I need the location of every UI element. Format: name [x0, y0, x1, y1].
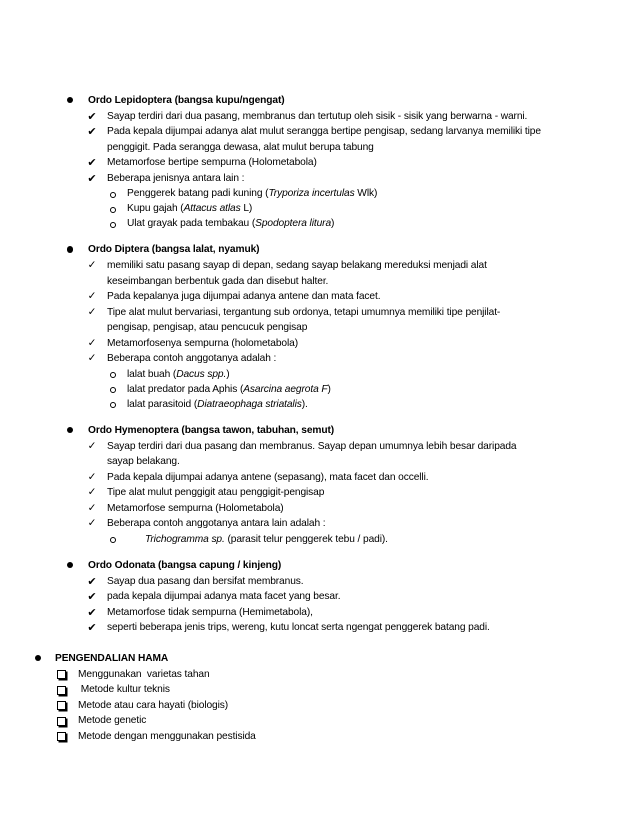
item-text-continuation: sayap belakang. [107, 456, 180, 467]
check-icon [86, 501, 98, 517]
checklist-item [0, 336, 638, 352]
check-icon [86, 439, 98, 455]
scientific-name: Tryporiza incertulas [268, 188, 355, 199]
scientific-name: Dacus spp. [176, 368, 227, 380]
item-text: Metode genetic [78, 715, 147, 726]
example-text-suffix: L) [240, 203, 253, 214]
example-text-suffix: ) [226, 368, 230, 380]
checklist-item [0, 501, 638, 517]
item-text: seperti beberapa jenis trips, wereng, kutu loncat serta ngengat penggerek batang padi. [107, 622, 490, 633]
example-item [0, 201, 638, 216]
item-text: memiliki satu pasang sayap di depan, sedang sayap belakang mereduksi menjadi alat [107, 260, 487, 271]
control-method-item [0, 698, 638, 714]
control-method-item [0, 667, 638, 683]
item-text: Tipe alat mulut penggigit atau penggigit-pengisap [107, 487, 325, 498]
example-item [0, 397, 638, 412]
checkbox-icon [57, 686, 66, 695]
bullet-icon [67, 427, 74, 434]
checklist-item [0, 155, 638, 171]
section-title: Ordo Lepidoptera (bangsa kupu/ngengat) [88, 94, 285, 106]
heavy-check-icon [86, 574, 98, 590]
circle-bullet-icon [110, 402, 116, 408]
heavy-check-icon [86, 605, 98, 621]
heavy-check-icon [86, 620, 98, 636]
section-title-row [0, 92, 638, 109]
example-text-suffix: ) [327, 383, 331, 395]
item-text: Metamorfose sempurna (Holometabola) [107, 502, 284, 514]
scientific-name: Diatraeophaga striatalis [197, 398, 302, 410]
checklist-item [0, 171, 638, 187]
item-text: pada kepala dijumpai adanya mata facet yang besar. [107, 591, 341, 602]
example-text-suffix: ). [301, 398, 308, 410]
example-item [0, 382, 638, 397]
checklist-item [0, 124, 638, 155]
item-text-continuation: pengisap, pengisap, atau pencucuk pengisap [107, 322, 308, 333]
circle-bullet-icon [110, 222, 116, 228]
checkbox-icon [57, 732, 66, 741]
item-text: Metamorfose tidak sempurna (Hemimetabola), [107, 606, 313, 618]
heavy-check-icon [86, 155, 98, 171]
item-text: Sayap terdiri dari dua pasang dan membranus. Sayap depan umumnya lebih besar daripada [107, 440, 517, 452]
item-text: Pada kepalanya juga dijumpai adanya antene dan mata facet. [107, 291, 381, 302]
checkbox-icon [57, 701, 66, 710]
item-text: Pada kepala dijumpai adanya antene (sepasang), mata facet dan occelli. [107, 471, 429, 483]
circle-bullet-icon [110, 207, 116, 213]
control-method-item [0, 729, 638, 745]
checklist-item [0, 589, 638, 605]
heavy-check-icon [86, 124, 98, 140]
heavy-check-icon [86, 589, 98, 605]
item-text: Metamorfose bertipe sempurna (Holometabola) [107, 157, 317, 168]
checklist-item [0, 289, 638, 305]
section-title: Ordo Odonata (bangsa capung / kinjeng) [88, 559, 282, 571]
item-text: Beberapa contoh anggotanya antara lain adalah : [107, 518, 326, 529]
example-text: Penggerek batang padi kuning ( [127, 188, 269, 199]
checklist-item [0, 516, 638, 532]
circle-bullet-icon [110, 387, 116, 393]
check-icon [86, 470, 98, 486]
circle-bullet-icon [110, 192, 116, 198]
check-icon [86, 305, 98, 321]
example-text: lalat buah ( [127, 368, 177, 380]
item-text: Menggunakan varietas tahan [78, 668, 210, 680]
check-icon [86, 336, 98, 352]
scientific-name: Trichogramma sp. [145, 533, 225, 545]
check-icon [86, 289, 98, 305]
section-title: PENGENDALIAN HAMA [55, 652, 169, 664]
section-title-row [0, 422, 638, 439]
checklist-item [0, 470, 638, 486]
check-icon [86, 258, 98, 274]
section-lepidoptera [0, 92, 638, 232]
item-text: Tipe alat mulut bervariasi, tergantung sub ordonya, tetapi umumnya memiliki tipe penjilat- [107, 306, 501, 318]
scientific-name: Spodoptera litura [255, 218, 332, 229]
section-title: Ordo Hymenoptera (bangsa tawon, tabuhan, semut) [88, 424, 335, 436]
item-text: Metode atau cara hayati (biologis) [78, 699, 229, 711]
heavy-check-icon [86, 109, 98, 125]
checkbox-icon [57, 717, 66, 726]
item-text-continuation: penggigit. Pada serangga dewasa, alat mulut berupa tabung [107, 141, 374, 153]
checklist-item [0, 305, 638, 336]
bullet-icon [67, 562, 74, 569]
checkbox-icon [57, 670, 66, 679]
checklist-item [0, 605, 638, 621]
item-text-continuation: keseimbangan berbentuk gada dan disebut halter. [107, 275, 329, 287]
item-text: Sayap terdiri dari dua pasang, membranus dan tertutup oleh sisik - sisik yang berwarna - warni. [107, 110, 528, 122]
scientific-name: Attacus atlas [183, 203, 241, 214]
scientific-name: Asarcina aegrota F [243, 383, 328, 395]
check-icon [86, 485, 98, 501]
section-hymenoptera [0, 422, 638, 547]
example-item [0, 367, 638, 382]
bullet-icon [35, 655, 42, 662]
bullet-icon [67, 97, 74, 104]
section-diptera [0, 241, 638, 412]
checklist-item [0, 109, 638, 125]
check-icon [86, 351, 98, 367]
checklist-item [0, 439, 638, 470]
checklist-item [0, 574, 638, 590]
section-title-row [0, 557, 638, 574]
item-text: Metode dengan menggunakan pestisida [78, 730, 256, 742]
item-text: Pada kepala dijumpai adanya alat mulut serangga bertipe pengisap, sedang larvanya memiliki tipe [107, 126, 541, 137]
section-title: Ordo Diptera (bangsa lalat, nyamuk) [88, 244, 260, 255]
example-text: lalat predator pada Aphis ( [127, 383, 244, 395]
checklist-item [0, 258, 638, 289]
example-text: Ulat grayak pada tembakau ( [127, 218, 256, 229]
bullet-icon [67, 246, 74, 253]
checklist-item [0, 351, 638, 367]
item-text: Beberapa contoh anggotanya adalah : [107, 353, 277, 364]
checklist-item [0, 620, 638, 636]
circle-bullet-icon [110, 372, 116, 378]
section-title-row [0, 650, 638, 667]
example-item [0, 186, 638, 201]
heavy-check-icon [86, 171, 98, 187]
item-text: Metode kultur teknis [78, 684, 170, 695]
example-text-suffix: ) [331, 218, 335, 229]
checklist-item [0, 485, 638, 501]
example-item [0, 216, 638, 231]
item-text: Sayap dua pasang dan bersifat membranus. [107, 575, 304, 587]
example-item [0, 532, 638, 547]
item-text: Metamorfosenya sempurna (holometabola) [107, 337, 298, 349]
control-method-item [0, 713, 638, 729]
example-text-suffix: Wlk) [354, 188, 378, 199]
section-title-row [0, 241, 638, 258]
item-text: Beberapa jenisnya antara lain : [107, 172, 245, 184]
example-text: Kupu gajah ( [127, 203, 184, 214]
section-pengendalian-hama [0, 650, 638, 745]
circle-bullet-icon [110, 537, 116, 543]
example-text-suffix: (parasit telur penggerek tebu / padi). [224, 533, 388, 545]
check-icon [86, 516, 98, 532]
control-method-item [0, 682, 638, 698]
section-odonata [0, 557, 638, 636]
example-text: lalat parasitoid ( [127, 398, 198, 410]
